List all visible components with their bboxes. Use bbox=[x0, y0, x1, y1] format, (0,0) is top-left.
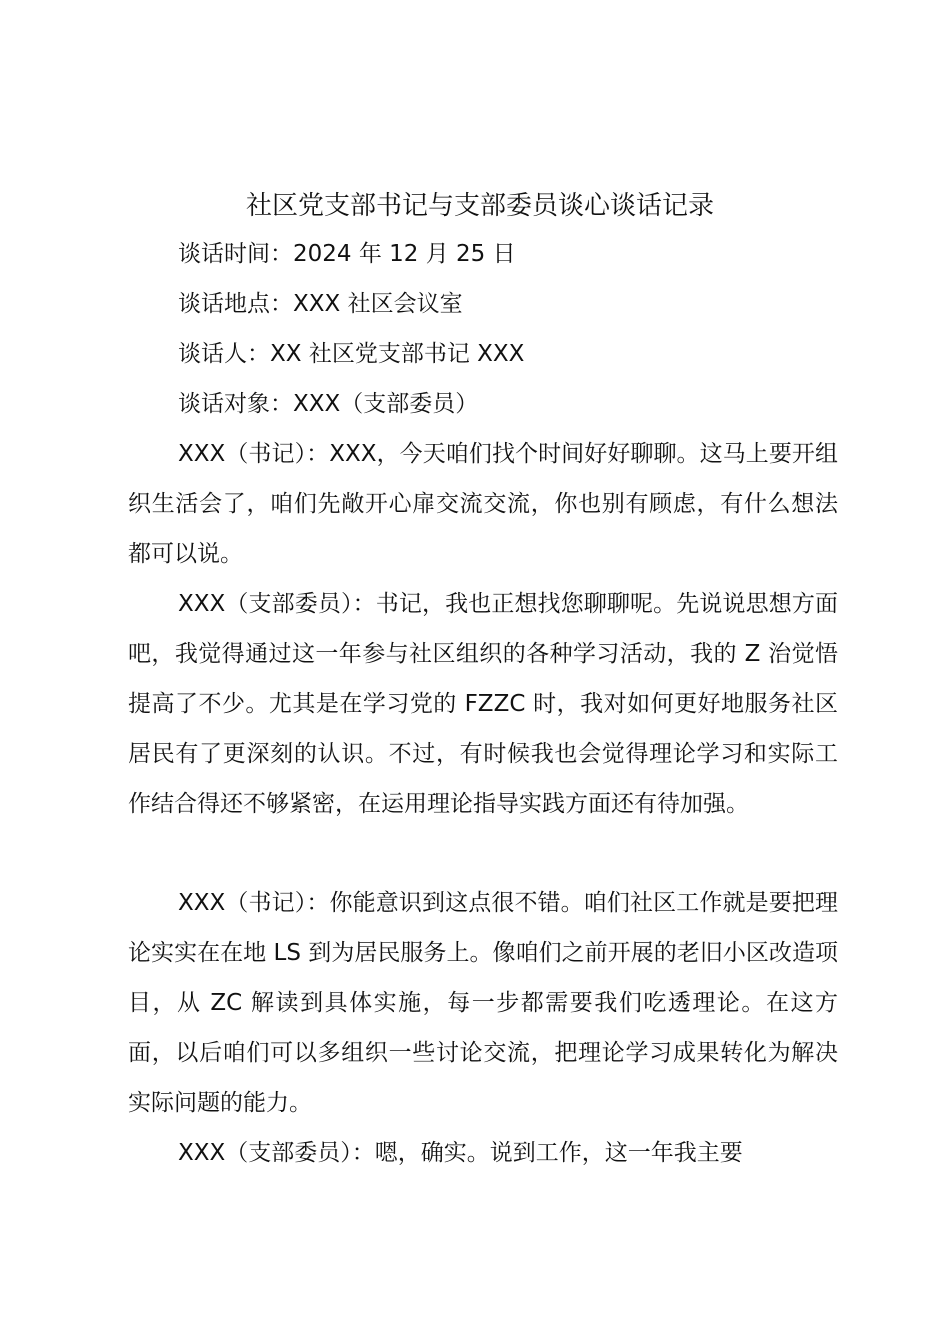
meta-speaker: 谈话人：XX 社区党支部书记 XXX bbox=[178, 341, 525, 367]
paragraph: XXX（支部委员）：嗯，确实。说到工作，这一年我主要 bbox=[178, 1140, 743, 1166]
meta-place: 谈话地点：XXX 社区会议室 bbox=[178, 291, 463, 317]
meta-time: 谈话时间：2024 年 12 月 25 日 bbox=[178, 241, 516, 267]
meta-target: 谈话对象：XXX（支部委员） bbox=[178, 391, 479, 417]
paragraph: XXX（支部委员）：书记，我也正想找您聊聊呢。先说说思想方面吧，我觉得通过这一年参与社区组织的各种学习活动，我的 Z 治觉悟提高了不少。尤其是在学习党的 FZZC 时，我对如何更好地服务社区居民有了更深刻的认识。不过，有时候我也会觉得理论学习和实际工作结合得还不够紧密，在运用理论指导实践方面还有待加强。 bbox=[128, 591, 838, 817]
paragraph: XXX（书记）：你能意识到这点很不错。咱们社区工作就是要把理论实实在在地 LS 到为居民服务上。像咱们之前开展的老旧小区改造项目，从 ZC 解读到具体实施，每一步都需要我们吃透理论。在这方面，以后咱们可以多组织一些讨论交流，把理论学习成果转化为解决实际问题的能力。 bbox=[128, 890, 838, 1116]
document-title: 社区党支部书记与支部委员谈心谈话记录 bbox=[245, 191, 714, 221]
paragraph: XXX（书记）：XXX，今天咱们找个时间好好聊聊。这马上要开组织生活会了，咱们先敞开心扉交流交流，你也别有顾虑，有什么想法都可以说。 bbox=[128, 441, 838, 567]
